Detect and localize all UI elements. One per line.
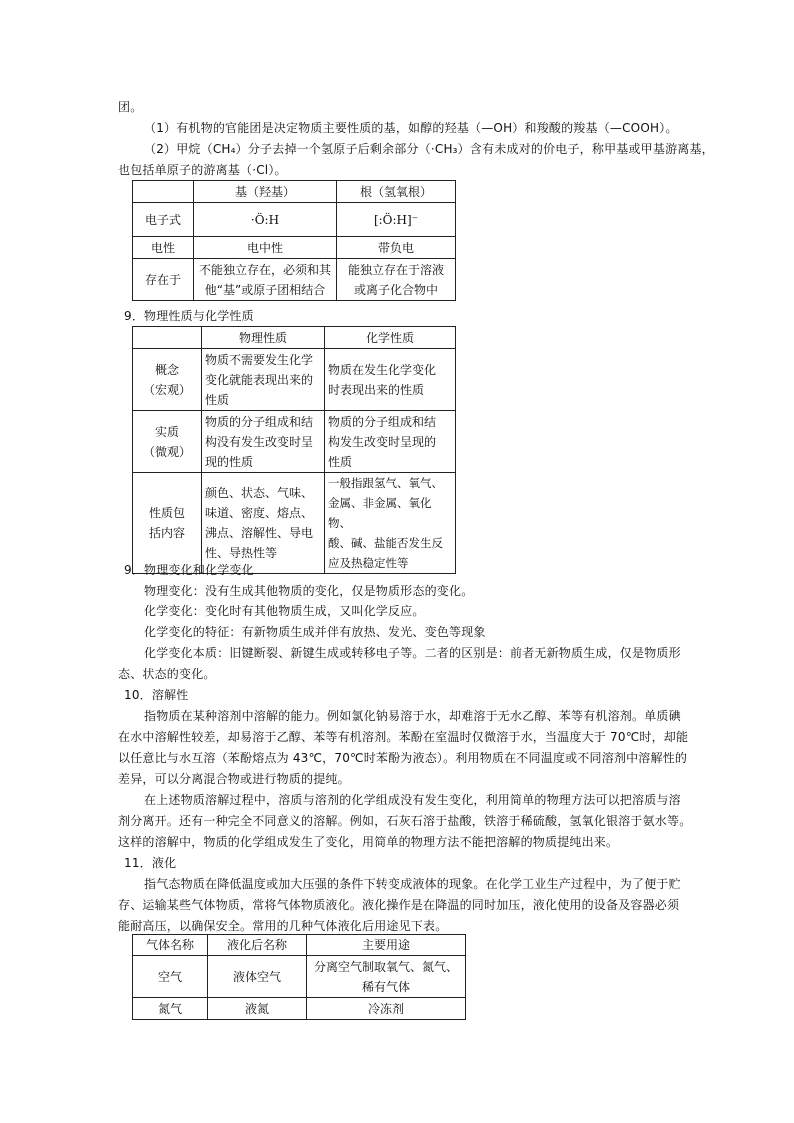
text-line: （2）甲烷（CH₄）分子去掉一个氢原子后剩余部分（·CH₃）含有未成对的价电子，称甲基或甲基游离基， bbox=[144, 142, 714, 156]
cell-line: 构没有发生改变时呈 bbox=[205, 434, 314, 449]
row-header bbox=[133, 473, 202, 574]
text-line: 在水中溶解性较差，却易溶于乙醇、苯等有机溶剂。苯酚在室温时仅微溶于水，当温度大于 70℃时，却能 bbox=[118, 730, 689, 744]
table-cell: 电中性 bbox=[194, 237, 337, 259]
section-heading: 9．物理变化和化学变化 bbox=[124, 563, 254, 577]
column-header: 根（氢氧根） bbox=[337, 181, 456, 203]
cell-line: 现的性质 bbox=[205, 454, 254, 469]
text-line: （1）有机物的官能团是决定物质主要性质的基，如醇的羟基（—OH）和羧酸的羧基（—COOH）。 bbox=[144, 121, 678, 135]
column-header: 液化后名称 bbox=[208, 935, 307, 956]
cell-line: 稀有气体 bbox=[361, 979, 410, 994]
text-line: 态、状态的变化。 bbox=[118, 667, 216, 681]
table-cell: 液氮 bbox=[208, 998, 307, 1020]
cell-line: 物质在发生化学变化 bbox=[328, 362, 437, 377]
cell-line: 分离空气制取氧气、氮气、 bbox=[313, 959, 458, 974]
text-line: 剂分离开。还有一种完全不同意义的溶解。例如，石灰石溶于盐酸，铁溶于稀硫酸，氢氧化银溶于氨水等。 bbox=[118, 814, 692, 828]
table-cell: 空气 bbox=[133, 956, 208, 998]
table-corner bbox=[133, 327, 202, 349]
text-line: 这样的溶解中，物质的化学组成发生了变化，用简单的物理方法不能把溶解的物质提纯出来。 bbox=[118, 835, 619, 849]
cell-line: 一般指跟氢气、氧气、 bbox=[328, 476, 443, 490]
column-header: 气体名称 bbox=[133, 935, 208, 956]
section-heading: 11．液化 bbox=[124, 856, 177, 870]
cell-line: 概念 bbox=[154, 362, 179, 377]
text-line: 差异，可以分离混合物或进行物质的提纯。 bbox=[118, 772, 350, 786]
cell-line: 时表现出来的性质 bbox=[328, 382, 425, 397]
cell-line: 沸点、溶解性、导电 bbox=[205, 526, 314, 540]
hydroxyl-electron-formula: ·Ö:H bbox=[194, 203, 337, 237]
radical-ion-table bbox=[132, 180, 456, 301]
text-line: 化学变化的特征：有新物质生成并伴有放热、发光、变色等现象 bbox=[144, 625, 486, 639]
table-cell bbox=[202, 349, 325, 411]
text-line: 在上述物质溶解过程中，溶质与溶剂的化学组成没有发生变化，利用简单的物理方法可以把溶质与溶 bbox=[144, 793, 681, 807]
table-cell bbox=[325, 349, 456, 411]
text-line: 物理变化：没有生成其他物质的变化，仅是物质形态的变化。 bbox=[144, 584, 474, 598]
cell-line: 酸、碱、盐能否发生反 bbox=[328, 536, 443, 550]
cell-line: 味道、密度、熔点、 bbox=[205, 506, 314, 520]
cell-line: 性、导热性等 bbox=[205, 546, 278, 560]
cell-line: （微观） bbox=[142, 444, 191, 459]
table-cell: 氮气 bbox=[133, 998, 208, 1020]
row-header: 存在于 bbox=[133, 259, 194, 301]
table-corner bbox=[133, 181, 194, 203]
cell-line: 性质 bbox=[205, 392, 230, 407]
cell-line: 构发生改变时呈现的 bbox=[328, 434, 437, 449]
cell-line: 括内容 bbox=[148, 526, 185, 540]
table-cell: 液体空气 bbox=[208, 956, 307, 998]
properties-table bbox=[132, 326, 456, 574]
table-cell bbox=[202, 411, 325, 473]
table-cell: 冷冻剂 bbox=[307, 998, 466, 1020]
text-line: 以任意比与水互溶（苯酚熔点为 43℃，70℃时苯酚为液态）。利用物质在不同温度或不同溶剂中溶解性的 bbox=[118, 751, 688, 765]
cell-line: 物质不需要发生化学 bbox=[205, 352, 314, 367]
table-cell bbox=[307, 956, 466, 998]
cell-line: 能独立存在于溶液 bbox=[347, 262, 444, 277]
liquefaction-table bbox=[132, 934, 466, 1020]
row-header: 电子式 bbox=[133, 203, 194, 237]
table-cell: 带负电 bbox=[337, 237, 456, 259]
section-heading: 10．溶解性 bbox=[124, 688, 189, 702]
cell-line: 性质包 bbox=[148, 506, 185, 520]
cell-line: 不能独立存在，必须和其 bbox=[198, 262, 331, 277]
cell-line: 金属、非金属、氧化物、 bbox=[328, 496, 432, 530]
section-heading: 9．物理性质与化学性质 bbox=[124, 309, 254, 323]
column-header: 主要用途 bbox=[307, 935, 466, 956]
text-line: 存、运输某些气体物质，常将气体物质液化。液化操作是在降温的同时加压，液化使用的设备及容器必须 bbox=[118, 898, 680, 912]
table-cell bbox=[325, 411, 456, 473]
cell-line: 应及热稳定性等 bbox=[328, 556, 409, 570]
hydroxide-electron-formula: [:Ö:H]⁻ bbox=[337, 203, 456, 237]
cell-line: 变化就能表现出来的 bbox=[205, 372, 314, 387]
column-header: 物理性质 bbox=[202, 327, 325, 349]
text-line: 化学变化：变化时有其他物质生成，又叫化学反应。 bbox=[144, 604, 425, 618]
text-line: 指气态物质在降低温度或加大压强的条件下转变成液体的现象。在化学工业生产过程中，为了便于贮 bbox=[144, 877, 681, 891]
table-cell bbox=[202, 473, 325, 574]
text-line: 能耐高压，以确保安全。常用的几种气体液化后用途见下表。 bbox=[118, 919, 448, 933]
cell-line: 或离子化合物中 bbox=[353, 282, 438, 297]
table-cell bbox=[194, 259, 337, 301]
cell-line: 性质 bbox=[328, 454, 353, 469]
cell-line: 他“基”或原子团相结合 bbox=[204, 282, 326, 297]
row-header: 电性 bbox=[133, 237, 194, 259]
cell-line: 物质的分子组成和结 bbox=[205, 414, 314, 429]
text-line: 也包括单原子的游离基（·Cl）。 bbox=[118, 163, 287, 177]
row-header bbox=[133, 349, 202, 411]
text-line: 指物质在某种溶剂中溶解的能力。例如氯化钠易溶于水，却难溶于无水乙醇、苯等有机溶剂。单质碘 bbox=[144, 709, 681, 723]
cell-line: 物质的分子组成和结 bbox=[328, 414, 437, 429]
table-cell bbox=[337, 259, 456, 301]
table-cell bbox=[325, 473, 456, 574]
text-line: 团。 bbox=[118, 100, 143, 114]
text-line: 化学变化本质：旧键断裂、新键生成或转移电子等。二者的区别是：前者无新物质生成，仅是物质形 bbox=[144, 646, 681, 660]
cell-line: 颜色、状态、气味、 bbox=[205, 486, 314, 500]
column-header: 基（羟基） bbox=[194, 181, 337, 203]
cell-line: 实质 bbox=[154, 424, 179, 439]
cell-line: （宏观） bbox=[142, 382, 191, 397]
row-header bbox=[133, 411, 202, 473]
column-header: 化学性质 bbox=[325, 327, 456, 349]
